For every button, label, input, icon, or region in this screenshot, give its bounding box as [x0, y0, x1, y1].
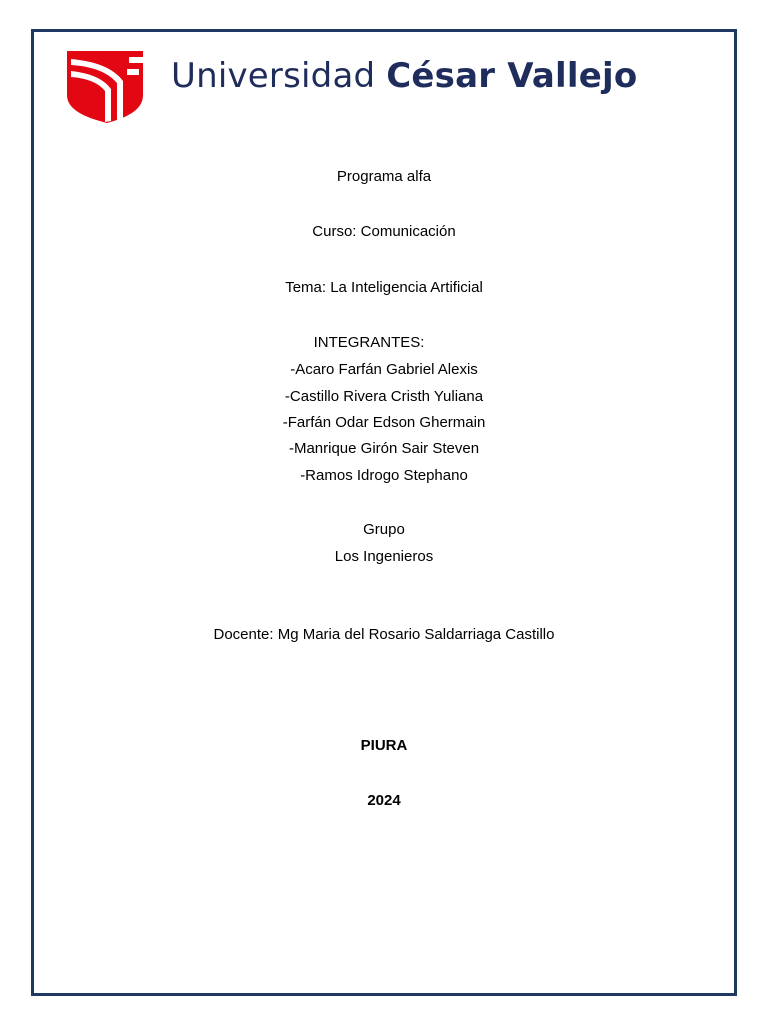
- member-item: -Ramos Idrogo Stephano: [300, 467, 468, 484]
- program-line: Programa alfa: [336, 168, 432, 185]
- members-heading: INTEGRANTES:: [313, 334, 425, 351]
- group-name: Los Ingenieros: [334, 548, 434, 565]
- university-name: [171, 52, 637, 100]
- member-item: -Manrique Girón Sair Steven: [288, 440, 480, 457]
- university-name-bold: César Vallejo: [386, 56, 638, 96]
- topic-line: Tema: La Inteligencia Artificial: [285, 279, 483, 296]
- member-item: -Farfán Odar Edson Ghermain: [282, 414, 486, 431]
- group-label: Grupo: [363, 521, 405, 538]
- teacher-line: Docente: Mg Maria del Rosario Saldarriaga Castillo: [213, 626, 555, 643]
- member-item: -Castillo Rivera Cristh Yuliana: [284, 388, 484, 405]
- course-line: Curso: Comunicación: [312, 223, 456, 240]
- member-item: -Acaro Farfán Gabriel Alexis: [290, 361, 478, 378]
- university-shield-logo-icon: [67, 51, 143, 123]
- city-line: PIURA: [360, 737, 408, 754]
- year-line: 2024: [367, 792, 401, 809]
- university-name-light: Universidad: [171, 56, 387, 96]
